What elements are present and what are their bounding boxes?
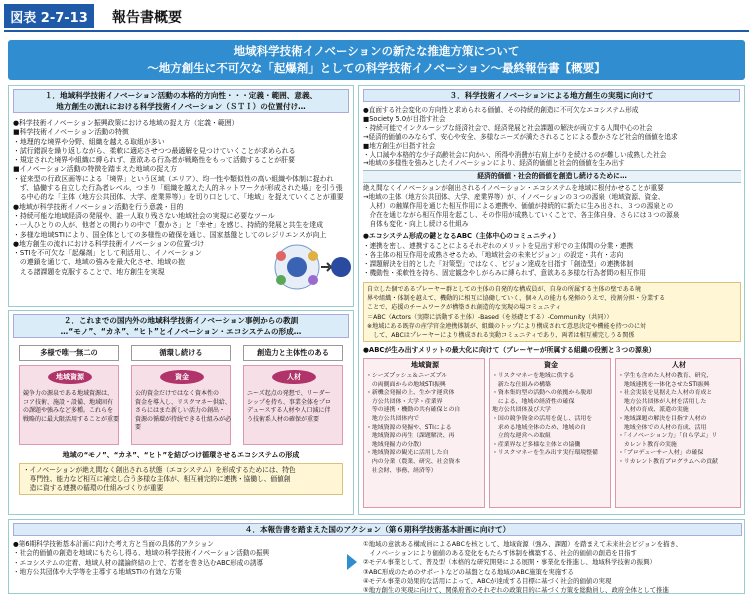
- section-3-panel: [358, 85, 745, 515]
- section-2-panel: [8, 310, 354, 515]
- people-card: [243, 365, 343, 445]
- page-title: 報告書概要: [112, 10, 182, 26]
- ecosystem-subtitle: 地域の“モノ”、“カネ”、“ヒト”を結びつけ循環させるエコシステムの形成: [62, 451, 300, 459]
- funds-text: 公的資金だけではなく資本性の 資金を導入し、リスクマネー供給、 さらにはまた新しい活力の創出・ 資源の循環が持続できる仕組みが必要: [135, 390, 232, 432]
- merit-people-card: [615, 358, 741, 508]
- right-arrow-icon: [345, 550, 361, 574]
- banner-subtitle: 〜地方創生に不可欠な「起爆剤」としての科学技術イノベーション〜最終報告書【概要】: [147, 61, 606, 75]
- abc-definition-box: [363, 282, 741, 342]
- section-3-intro: ●直面する社会変化の方向性と求められる価値、その持続的創造に不可欠なエコシステム形成 ■Society 5.0が目指す社会 ・持続可能でインクルーシブな経済社会で、経済発展と社会課題の解決が両立する人間中心の社会 →経済的価値のみならず、安心や安全、多様なニーズが満たされることによる豊かさなど社会的価値を追求 ■地方創生が目指す社会 ・人口減や本格的な少子高齢社会に向かい、所得や消費が右肩上がりを続けるのが難しい成熟した社会 →地域の多様性を強みとしたイノベーションにより、経済的価値と社会的価値を生み出す: [363, 106, 678, 168]
- ecosystem-illustration: [271, 236, 351, 298]
- merit-resources-text: ・シーズプッシュ＆ニーズプル の両側面からの地域STI振興 ・新機会発掘の上、生かす運営体 方公共団体・大学・産業界 等の連携・機動の共有確保との自 地方公共団体内で ・地域資源の発掘や、STIによる 地域資源の再生（課題解決、再 地域発掘力の分散） ・地域資源の観光に活用した自 内の分業（農業、研究、社会資本 社会財、事務、経済等）: [366, 373, 461, 474]
- abc-definition-text: 自立した個であるプレーヤー群としての主体の自発的な構成員が、自身の所属する主体の壁である境 界や組織・体制を越えて、機動的に相互に協働していく、個々人の能力も発揮のうえで、役割分担・分業する ことで、応援のチームワークが構築され創造的な実現の場コミュニティ ＝ABC（Actors（実際に活動する主体）-Based（を基礎とする）-Community（共同）） ※地域にある既存の産学官金連携体制が、組織のトップにより構成されて意思決定や機能を持つのに対 して、ABCはプレーヤーにより構成される実動コミュニティであり、両者は相互補完しうる関係: [367, 286, 666, 340]
- abc-title: ●エコシステム形成の鍵となるABC（主体中心のコミュニティ）: [363, 232, 560, 240]
- resources-text: 競争力の源泉である地域資源は、 コア技術、施設・設備、地域固有 の課題や強みなど多種。これらを 戦略的に最大限活用することが重要: [23, 390, 120, 423]
- resources-badge: 地域資源: [48, 370, 92, 384]
- section-3-ecosystem-text: 絶え間なくイノベーションが創出されるイノベーション・エコシステムを地域に根付かせることが重要 →地域の主体（地方公共団体、大学、産業界等）が、イノベーションの３つの源泉（地域資源、資金、 人材）の触媒作用を通じた相互作用による連携や、価値が持続的に新たに生み出され、３つの源泉との 介在を通じながら相互作用を起こし、その作用が成熟していくことで、各主体自身、さらには３つの源泉 自体も変化・向上し続ける仕組み: [363, 184, 680, 228]
- ecosystem-note-text: ・イノベーションが絶え間なく創出される状態（エコシステム）を形成するためには、特色 専門性、能力など相互に補完し合う多様な主体が、相互補完的に連携・協働し、価値創 造に資する連携の循環の仕組みづくりが重要: [23, 466, 296, 493]
- header-divider: [4, 30, 749, 32]
- merit-funds-head: 資金: [544, 361, 558, 369]
- section-4-left: ●第6期科学技術基本計画に向けた考え方と当面の具体的アクション ・社会的価値の創造を地域にもたらし得る、地域の科学技術イノベーション活動の振興 ・エコシステムの定着、地域人材の議論終結の上で、若者を巻き込むABC形成の誘導 ・地方公共団体や大学等を主導する地域STIの有効な方策: [13, 540, 270, 577]
- ecosystem-note: [19, 463, 343, 495]
- section-1-body: ●科学技術イノベーション振興政策における地域の捉え方（定義・範囲） ■科学技術イノベーション活動の特徴 ・地理的な境界や分野、組織を越える取組が多い ・試行錯誤を繰り返しながら、柔軟に適応させつつ最適解を見つけていくことが求められる ・規定された境界や組織に縛られず、意欲ある行為者が戦略性をもって活動することが肝要 ■イノベーション活動の特徴を踏まえた地域の捉え方 ・従来型の行政区画等による「境界」という区域（エリア）、均一性や類似性の高い組織や体制に捉われ ず、協働する自立した行為者レベル、つまり「組織を越えた人的ネットワークが形成された場」を引う張 る中心的な「主体（地方公共団体、大学、産業界等）」を切り口として、「地域」を捉えていくことが重要 ●地域が科学技術イノベーション活動を行う意義・目的 ・持続可能な地域経済の発展や、誰一人取り残さない地域社会の実現に必要なツール ・一人ひとりの人が、他者との関わりの中で「豊かさ」と「幸せ」を感じ、持続的発展と共生を達成 ・多様な地域STIにより、国全体としての多様性の確保を通じ、国家基盤としてのレジリエンスが向上 ●地方創生の流れにおける科学技術イノベーションの位置づけ ・STIを不可欠な「起爆剤」として利活用し、イノベーション の連鎖を通じて、地域の強みを最大化させ、地域の抱 える諸課題を克服することで、地方創生を実現: [13, 119, 344, 276]
- funds-card: [131, 365, 231, 445]
- section-3-bar: 経済的価値・社会的価値を創造し続けるために…: [363, 170, 741, 183]
- section-1-panel: [8, 85, 354, 307]
- column-head-resources: 多様で唯一無二の: [19, 345, 119, 361]
- section-4-right: ①地域の意欲ある構成員によるABCを核として、地域資源（強み、課題）を踏まえて未来社会ビジョンを描き、 イノベーションにより価値のある変化をもたらす体制を構築する、社会的価値の創造を目指す ②モデル事業として、普及型（本格的な研究開発による展開・事業化を推進し、地域科学技術の振興） ③ABC形成のためのサポートなどの基盤となる地域のABC施策を実施する ④モデル事業の効果的な活用によって、ABCが達成する目標に基づく社会的価値の実現 ⑤地方創生の実現に向けて、関係府省のそれぞれの政策目的に基づく方策を総動員し、政府全体として推進: [363, 540, 683, 595]
- column-head-people: 創造力と主体性のある: [243, 345, 343, 361]
- section-4-title: ４．本報告書を踏まえた国のアクション（第６期科学技術基本計画に向けて）: [13, 523, 742, 536]
- merit-resources-head: 地域資源: [411, 361, 439, 369]
- banner-title: 地域科学技術イノベーションの新たな推進方策について: [233, 44, 520, 58]
- resources-card: [19, 365, 119, 445]
- merit-funds-text: ・リスクマネーを地域に供する 新たな仕組みの構築 ・資本集約型の活動への依拠から脱却 による、地域の経済性の確保 地方公共団体及び大学 ・国の競争資金の活用を促し、活用を 求める地域全体のため、地域の自 立的な運営への取組 ・産業界など多様な主体との協働 ・リスクマネーを生み出す実行環境整備: [492, 373, 598, 457]
- section-1-title: １．地域科学技術イノベーション活動の本格的方向性・・・定義・範囲、意義、 地方創生の流れにおける科学技術イノベーション（ＳＴＩ）の位置付け…: [13, 89, 349, 113]
- merit-title: ●ABCが生み出すメリットの最大化に向けて（プレーヤーが所属する組織の役割と３つの源泉）: [363, 346, 656, 354]
- merit-funds-card: [489, 358, 611, 508]
- section-2-title: ２．これまでの国内外の地域科学技術イノベーション事例からの教訓 …“モノ”、“カネ”、“ヒト”とイノベーション・エコシステムの形成…: [13, 314, 349, 338]
- people-badge: 人材: [272, 370, 316, 384]
- merit-people-head: 人材: [672, 361, 686, 369]
- column-head-funds: 循環し続ける: [131, 345, 231, 361]
- merit-resources-card: [363, 358, 485, 508]
- funds-badge: 資金: [160, 370, 204, 384]
- people-text: ニーズ起点の発想で、リーダー シップを持ち、事業全体をプロ デュースする人材や人口減に伴 う技術系人材の確保が重要: [247, 390, 331, 423]
- section-3-title: ３．科学技術イノベーションによる地方創生の実現に向けて: [363, 89, 740, 102]
- figure-number: 図表 2-7-13: [4, 4, 94, 28]
- title-banner: [8, 40, 745, 80]
- abc-body: ・連携を密し、連携することによるそれぞれのメリットを見出す形での主体間の分業・連携 ・各主体の相互作用を成熟させるため、「地域社会の未来ビジョン」の設定・共有・志向 ・課題解決を目的とした「対策型」ではなく、ビジョン達成を目指す「創造型」の連携体制 ・機動性・柔軟性を持ち、固定観念やしがらみに縛られず、意欲ある多様な行為者間の相互作用: [363, 242, 647, 277]
- section-4-panel: [8, 519, 745, 594]
- merit-people-text: ・学生も含めた人材の教育、研究、 地域連携を一体化させたSTI振興 ・社会実装を見据えた人材の育成と 地方公共団体が人材を活用した 人材の育成、派遣の実施 ・地域課題の解決を目指す人材の 地域全体での人材の育成、活用 ・「イノベーション力」「自ら学ぶ」リ カレント教育の実施 ・「プロデューサー人材」の確保 ・リカレント教育プログラムへの貢献: [618, 373, 718, 465]
